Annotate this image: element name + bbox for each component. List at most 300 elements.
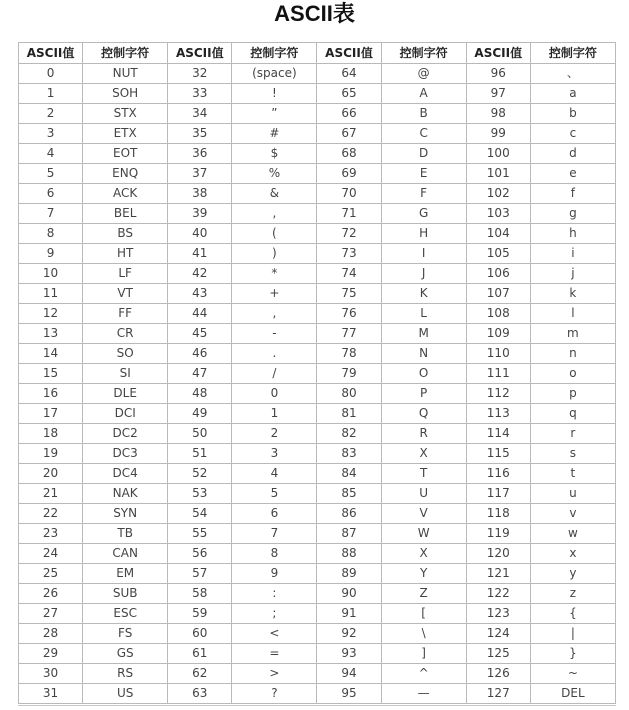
table-row xyxy=(19,524,616,544)
control-char-cell: G xyxy=(381,204,466,224)
ascii-value-cell: 106 xyxy=(466,264,530,284)
ascii-value-cell: 116 xyxy=(466,464,530,484)
table-row xyxy=(19,444,616,464)
ascii-value-cell: 102 xyxy=(466,184,530,204)
ascii-value-cell: 87 xyxy=(317,524,381,544)
ascii-value-cell: 3 xyxy=(19,124,83,144)
ascii-value-cell: 1 xyxy=(19,84,83,104)
control-char-cell: I xyxy=(381,244,466,264)
control-char-cell: e xyxy=(530,164,615,184)
table-row xyxy=(19,624,616,644)
ascii-value-cell: 120 xyxy=(466,544,530,564)
table-row xyxy=(19,164,616,184)
ascii-value-cell: 118 xyxy=(466,504,530,524)
control-char-cell: SI xyxy=(83,364,168,384)
control-char-cell: F xyxy=(381,184,466,204)
table-row xyxy=(19,124,616,144)
ascii-value-cell: 78 xyxy=(317,344,381,364)
control-char-cell: l xyxy=(530,304,615,324)
ascii-value-cell: 6 xyxy=(19,184,83,204)
ascii-value-cell: 71 xyxy=(317,204,381,224)
control-char-cell: — xyxy=(381,684,466,704)
table-row xyxy=(19,544,616,564)
control-char-cell: 1 xyxy=(232,404,317,424)
control-char-cell: O xyxy=(381,364,466,384)
header-ascii-value: ASCII值 xyxy=(317,43,381,64)
control-char-cell: ? xyxy=(232,684,317,704)
control-char-cell: TB xyxy=(83,524,168,544)
ascii-value-cell: 70 xyxy=(317,184,381,204)
ascii-value-cell: 72 xyxy=(317,224,381,244)
ascii-value-cell: 32 xyxy=(168,64,232,84)
control-char-cell: 9 xyxy=(232,564,317,584)
control-char-cell: 8 xyxy=(232,544,317,564)
header-row xyxy=(19,43,616,64)
control-char-cell: : xyxy=(232,584,317,604)
table-row xyxy=(19,284,616,304)
ascii-value-cell: 41 xyxy=(168,244,232,264)
ascii-value-cell: 122 xyxy=(466,584,530,604)
ascii-value-cell: 100 xyxy=(466,144,530,164)
ascii-value-cell: 77 xyxy=(317,324,381,344)
ascii-value-cell: 99 xyxy=(466,124,530,144)
ascii-value-cell: 20 xyxy=(19,464,83,484)
control-char-cell: DCI xyxy=(83,404,168,424)
table-row xyxy=(19,644,616,664)
control-char-cell: , xyxy=(232,204,317,224)
ascii-value-cell: 7 xyxy=(19,204,83,224)
control-char-cell: H xyxy=(381,224,466,244)
control-char-cell: M xyxy=(381,324,466,344)
control-char-cell: { xyxy=(530,604,615,624)
ascii-value-cell: 66 xyxy=(317,104,381,124)
ascii-value-cell: 98 xyxy=(466,104,530,124)
control-char-cell: DC2 xyxy=(83,424,168,444)
ascii-value-cell: 67 xyxy=(317,124,381,144)
control-char-cell: 0 xyxy=(232,384,317,404)
ascii-value-cell: 109 xyxy=(466,324,530,344)
table-row xyxy=(19,484,616,504)
ascii-value-cell: 4 xyxy=(19,144,83,164)
control-char-cell: B xyxy=(381,104,466,124)
ascii-value-cell: 49 xyxy=(168,404,232,424)
control-char-cell: + xyxy=(232,284,317,304)
control-char-cell: RS xyxy=(83,664,168,684)
control-char-cell: [ xyxy=(381,604,466,624)
control-char-cell: = xyxy=(232,644,317,664)
header-control-char: 控制字符 xyxy=(83,43,168,64)
control-char-cell: U xyxy=(381,484,466,504)
table-row xyxy=(19,64,616,84)
control-char-cell: * xyxy=(232,264,317,284)
control-char-cell: w xyxy=(530,524,615,544)
ascii-value-cell: 62 xyxy=(168,664,232,684)
ascii-value-cell: 108 xyxy=(466,304,530,324)
ascii-value-cell: 10 xyxy=(19,264,83,284)
ascii-value-cell: 18 xyxy=(19,424,83,444)
control-char-cell: m xyxy=(530,324,615,344)
table-row xyxy=(19,364,616,384)
control-char-cell: (space) xyxy=(232,64,317,84)
ascii-value-cell: 110 xyxy=(466,344,530,364)
control-char-cell: BEL xyxy=(83,204,168,224)
control-char-cell: 5 xyxy=(232,484,317,504)
ascii-value-cell: 57 xyxy=(168,564,232,584)
control-char-cell: R xyxy=(381,424,466,444)
control-char-cell: ~ xyxy=(530,664,615,684)
control-char-cell: STX xyxy=(83,104,168,124)
ascii-table xyxy=(18,42,616,704)
control-char-cell: NAK xyxy=(83,484,168,504)
ascii-value-cell: 38 xyxy=(168,184,232,204)
control-char-cell: t xyxy=(530,464,615,484)
ascii-value-cell: 51 xyxy=(168,444,232,464)
table-row xyxy=(19,564,616,584)
control-char-cell: ! xyxy=(232,84,317,104)
ascii-value-cell: 76 xyxy=(317,304,381,324)
control-char-cell: 2 xyxy=(232,424,317,444)
ascii-value-cell: 88 xyxy=(317,544,381,564)
header-ascii-value: ASCII值 xyxy=(168,43,232,64)
control-char-cell: SO xyxy=(83,344,168,364)
control-char-cell: q xyxy=(530,404,615,424)
ascii-value-cell: 56 xyxy=(168,544,232,564)
control-char-cell: v xyxy=(530,504,615,524)
ascii-value-cell: 123 xyxy=(466,604,530,624)
control-char-cell: < xyxy=(232,624,317,644)
control-char-cell: V xyxy=(381,504,466,524)
ascii-value-cell: 17 xyxy=(19,404,83,424)
control-char-cell: DEL xyxy=(530,684,615,704)
control-char-cell: . xyxy=(232,344,317,364)
ascii-value-cell: 97 xyxy=(466,84,530,104)
ascii-value-cell: 80 xyxy=(317,384,381,404)
table-row xyxy=(19,84,616,104)
control-char-cell: n xyxy=(530,344,615,364)
table-row xyxy=(19,264,616,284)
ascii-value-cell: 16 xyxy=(19,384,83,404)
control-char-cell: d xyxy=(530,144,615,164)
ascii-value-cell: 86 xyxy=(317,504,381,524)
ascii-value-cell: 14 xyxy=(19,344,83,364)
ascii-value-cell: 125 xyxy=(466,644,530,664)
table-row xyxy=(19,144,616,164)
table-row xyxy=(19,684,616,704)
ascii-value-cell: 46 xyxy=(168,344,232,364)
ascii-value-cell: 74 xyxy=(317,264,381,284)
control-char-cell: ” xyxy=(232,104,317,124)
control-char-cell: DLE xyxy=(83,384,168,404)
control-char-cell: E xyxy=(381,164,466,184)
table-row xyxy=(19,464,616,484)
control-char-cell: s xyxy=(530,444,615,464)
table-body xyxy=(19,64,616,704)
control-char-cell: # xyxy=(232,124,317,144)
ascii-value-cell: 60 xyxy=(168,624,232,644)
header-control-char: 控制字符 xyxy=(530,43,615,64)
table-row xyxy=(19,344,616,364)
header-ascii-value: ASCII值 xyxy=(19,43,83,64)
ascii-value-cell: 58 xyxy=(168,584,232,604)
ascii-value-cell: 121 xyxy=(466,564,530,584)
control-char-cell: 4 xyxy=(232,464,317,484)
ascii-value-cell: 64 xyxy=(317,64,381,84)
ascii-value-cell: 96 xyxy=(466,64,530,84)
control-char-cell: EM xyxy=(83,564,168,584)
control-char-cell: ) xyxy=(232,244,317,264)
ascii-value-cell: 21 xyxy=(19,484,83,504)
ascii-value-cell: 54 xyxy=(168,504,232,524)
control-char-cell: , xyxy=(232,304,317,324)
ascii-value-cell: 33 xyxy=(168,84,232,104)
control-char-cell: A xyxy=(381,84,466,104)
control-char-cell: ^ xyxy=(381,664,466,684)
control-char-cell: @ xyxy=(381,64,466,84)
control-char-cell: ETX xyxy=(83,124,168,144)
ascii-value-cell: 92 xyxy=(317,624,381,644)
control-char-cell: r xyxy=(530,424,615,444)
ascii-value-cell: 59 xyxy=(168,604,232,624)
control-char-cell: h xyxy=(530,224,615,244)
ascii-value-cell: 117 xyxy=(466,484,530,504)
ascii-value-cell: 126 xyxy=(466,664,530,684)
control-char-cell: j xyxy=(530,264,615,284)
control-char-cell: | xyxy=(530,624,615,644)
ascii-value-cell: 5 xyxy=(19,164,83,184)
ascii-value-cell: 43 xyxy=(168,284,232,304)
page-title: ASCII表 xyxy=(274,1,355,26)
ascii-value-cell: 39 xyxy=(168,204,232,224)
ascii-value-cell: 104 xyxy=(466,224,530,244)
control-char-cell: CAN xyxy=(83,544,168,564)
ascii-value-cell: 47 xyxy=(168,364,232,384)
table-row xyxy=(19,184,616,204)
ascii-value-cell: 107 xyxy=(466,284,530,304)
table-row xyxy=(19,664,616,684)
control-char-cell: ESC xyxy=(83,604,168,624)
ascii-value-cell: 68 xyxy=(317,144,381,164)
ascii-value-cell: 91 xyxy=(317,604,381,624)
control-char-cell: 6 xyxy=(232,504,317,524)
control-char-cell: 、 xyxy=(530,64,615,84)
ascii-value-cell: 82 xyxy=(317,424,381,444)
header-ascii-value: ASCII值 xyxy=(466,43,530,64)
ascii-value-cell: 35 xyxy=(168,124,232,144)
control-char-cell: y xyxy=(530,564,615,584)
control-char-cell: DC3 xyxy=(83,444,168,464)
ascii-value-cell: 12 xyxy=(19,304,83,324)
control-char-cell: $ xyxy=(232,144,317,164)
ascii-value-cell: 37 xyxy=(168,164,232,184)
ascii-value-cell: 27 xyxy=(19,604,83,624)
control-char-cell: EOT xyxy=(83,144,168,164)
control-char-cell: - xyxy=(232,324,317,344)
control-char-cell: LF xyxy=(83,264,168,284)
ascii-value-cell: 119 xyxy=(466,524,530,544)
table-footer-divider xyxy=(18,705,616,710)
ascii-value-cell: 114 xyxy=(466,424,530,444)
ascii-value-cell: 2 xyxy=(19,104,83,124)
control-char-cell: FF xyxy=(83,304,168,324)
ascii-value-cell: 8 xyxy=(19,224,83,244)
control-char-cell: D xyxy=(381,144,466,164)
ascii-value-cell: 52 xyxy=(168,464,232,484)
table-row xyxy=(19,244,616,264)
control-char-cell: ENQ xyxy=(83,164,168,184)
ascii-value-cell: 111 xyxy=(466,364,530,384)
ascii-value-cell: 105 xyxy=(466,244,530,264)
ascii-value-cell: 22 xyxy=(19,504,83,524)
ascii-value-cell: 0 xyxy=(19,64,83,84)
control-char-cell: u xyxy=(530,484,615,504)
control-char-cell: W xyxy=(381,524,466,544)
ascii-value-cell: 31 xyxy=(19,684,83,704)
control-char-cell: Q xyxy=(381,404,466,424)
ascii-value-cell: 30 xyxy=(19,664,83,684)
ascii-value-cell: 81 xyxy=(317,404,381,424)
ascii-value-cell: 55 xyxy=(168,524,232,544)
control-char-cell: a xyxy=(530,84,615,104)
control-char-cell: i xyxy=(530,244,615,264)
control-char-cell: T xyxy=(381,464,466,484)
table-row xyxy=(19,504,616,524)
ascii-value-cell: 124 xyxy=(466,624,530,644)
control-char-cell: DC4 xyxy=(83,464,168,484)
ascii-value-cell: 90 xyxy=(317,584,381,604)
ascii-value-cell: 34 xyxy=(168,104,232,124)
table-row xyxy=(19,404,616,424)
ascii-value-cell: 112 xyxy=(466,384,530,404)
ascii-value-cell: 15 xyxy=(19,364,83,384)
control-char-cell: HT xyxy=(83,244,168,264)
ascii-value-cell: 69 xyxy=(317,164,381,184)
control-char-cell: b xyxy=(530,104,615,124)
ascii-value-cell: 101 xyxy=(466,164,530,184)
ascii-value-cell: 11 xyxy=(19,284,83,304)
control-char-cell: 3 xyxy=(232,444,317,464)
ascii-value-cell: 85 xyxy=(317,484,381,504)
table-row xyxy=(19,584,616,604)
ascii-value-cell: 42 xyxy=(168,264,232,284)
ascii-value-cell: 84 xyxy=(317,464,381,484)
ascii-value-cell: 93 xyxy=(317,644,381,664)
control-char-cell: J xyxy=(381,264,466,284)
control-char-cell: SYN xyxy=(83,504,168,524)
ascii-value-cell: 13 xyxy=(19,324,83,344)
control-char-cell: K xyxy=(381,284,466,304)
ascii-value-cell: 48 xyxy=(168,384,232,404)
control-char-cell: z xyxy=(530,584,615,604)
ascii-value-cell: 45 xyxy=(168,324,232,344)
header-control-char: 控制字符 xyxy=(232,43,317,64)
control-char-cell: } xyxy=(530,644,615,664)
control-char-cell: ] xyxy=(381,644,466,664)
ascii-value-cell: 61 xyxy=(168,644,232,664)
control-char-cell: GS xyxy=(83,644,168,664)
ascii-value-cell: 28 xyxy=(19,624,83,644)
table-header xyxy=(19,43,616,64)
control-char-cell: o xyxy=(530,364,615,384)
header-control-char: 控制字符 xyxy=(381,43,466,64)
ascii-value-cell: 25 xyxy=(19,564,83,584)
control-char-cell: \ xyxy=(381,624,466,644)
control-char-cell: L xyxy=(381,304,466,324)
ascii-value-cell: 83 xyxy=(317,444,381,464)
control-char-cell: & xyxy=(232,184,317,204)
ascii-value-cell: 26 xyxy=(19,584,83,604)
control-char-cell: Y xyxy=(381,564,466,584)
ascii-value-cell: 79 xyxy=(317,364,381,384)
control-char-cell: Z xyxy=(381,584,466,604)
control-char-cell: / xyxy=(232,364,317,384)
control-char-cell: p xyxy=(530,384,615,404)
ascii-value-cell: 50 xyxy=(168,424,232,444)
control-char-cell: NUT xyxy=(83,64,168,84)
control-char-cell: % xyxy=(232,164,317,184)
ascii-value-cell: 24 xyxy=(19,544,83,564)
table-row xyxy=(19,424,616,444)
control-char-cell: > xyxy=(232,664,317,684)
table-row xyxy=(19,324,616,344)
control-char-cell: k xyxy=(530,284,615,304)
control-char-cell: g xyxy=(530,204,615,224)
control-char-cell: N xyxy=(381,344,466,364)
control-char-cell: VT xyxy=(83,284,168,304)
control-char-cell: CR xyxy=(83,324,168,344)
control-char-cell: FS xyxy=(83,624,168,644)
control-char-cell: BS xyxy=(83,224,168,244)
control-char-cell: x xyxy=(530,544,615,564)
ascii-value-cell: 23 xyxy=(19,524,83,544)
table-row xyxy=(19,384,616,404)
control-char-cell: SUB xyxy=(83,584,168,604)
control-char-cell: ; xyxy=(232,604,317,624)
control-char-cell: ACK xyxy=(83,184,168,204)
table-row xyxy=(19,604,616,624)
ascii-value-cell: 127 xyxy=(466,684,530,704)
ascii-value-cell: 19 xyxy=(19,444,83,464)
ascii-value-cell: 44 xyxy=(168,304,232,324)
ascii-value-cell: 40 xyxy=(168,224,232,244)
control-char-cell: f xyxy=(530,184,615,204)
table-row xyxy=(19,304,616,324)
control-char-cell: c xyxy=(530,124,615,144)
control-char-cell: ( xyxy=(232,224,317,244)
control-char-cell: X xyxy=(381,544,466,564)
ascii-value-cell: 63 xyxy=(168,684,232,704)
ascii-value-cell: 89 xyxy=(317,564,381,584)
ascii-value-cell: 36 xyxy=(168,144,232,164)
table-row xyxy=(19,204,616,224)
control-char-cell: X xyxy=(381,444,466,464)
ascii-value-cell: 103 xyxy=(466,204,530,224)
ascii-value-cell: 53 xyxy=(168,484,232,504)
control-char-cell: C xyxy=(381,124,466,144)
ascii-value-cell: 73 xyxy=(317,244,381,264)
table-row xyxy=(19,224,616,244)
control-char-cell: 7 xyxy=(232,524,317,544)
ascii-value-cell: 65 xyxy=(317,84,381,104)
table-row xyxy=(19,104,616,124)
ascii-value-cell: 29 xyxy=(19,644,83,664)
ascii-value-cell: 9 xyxy=(19,244,83,264)
ascii-value-cell: 113 xyxy=(466,404,530,424)
ascii-value-cell: 115 xyxy=(466,444,530,464)
control-char-cell: US xyxy=(83,684,168,704)
ascii-value-cell: 75 xyxy=(317,284,381,304)
control-char-cell: P xyxy=(381,384,466,404)
ascii-value-cell: 94 xyxy=(317,664,381,684)
